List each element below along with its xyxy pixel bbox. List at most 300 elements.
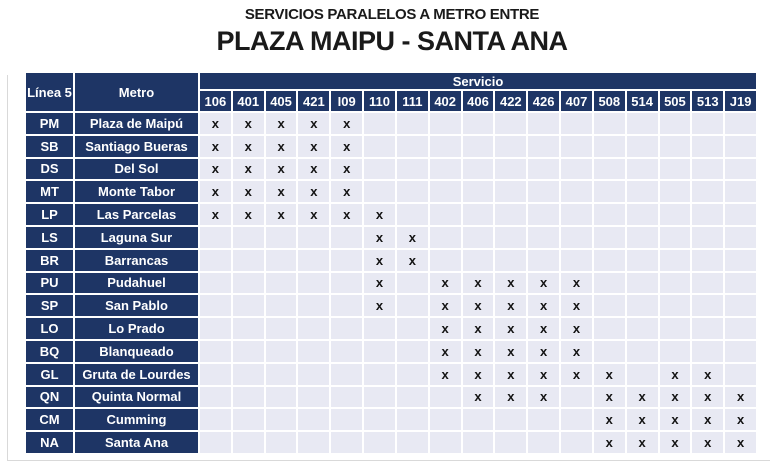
service-mark-cell-BR-111: x xyxy=(397,250,428,271)
service-mark-cell-PU-401 xyxy=(233,273,264,294)
service-mark-cell-QN-421 xyxy=(298,387,329,408)
service-mark-cell-SP-407: x xyxy=(561,295,592,316)
station-name-SP: San Pablo xyxy=(75,295,198,316)
service-mark-cell-MT-406 xyxy=(463,181,494,202)
header-service-I09: I09 xyxy=(331,91,362,111)
service-mark-cell-BR-110: x xyxy=(364,250,395,271)
service-mark-cell-PU-111 xyxy=(397,273,428,294)
station-name-NA: Santa Ana xyxy=(75,432,198,453)
service-mark-cell-LP-401: x xyxy=(233,204,264,225)
service-mark-cell-BR-406 xyxy=(463,250,494,271)
header-service-402: 402 xyxy=(430,91,461,111)
service-mark-cell-MT-I09: x xyxy=(331,181,362,202)
service-mark-cell-DS-402 xyxy=(430,159,461,180)
header-metro: Metro xyxy=(75,73,198,111)
service-mark-cell-DS-110 xyxy=(364,159,395,180)
service-mark-cell-LS-421 xyxy=(298,227,329,248)
service-mark-cell-DS-514 xyxy=(627,159,658,180)
service-mark-cell-LP-421: x xyxy=(298,204,329,225)
service-mark-cell-LS-401 xyxy=(233,227,264,248)
service-mark-cell-MT-513 xyxy=(692,181,723,202)
service-mark-cell-GL-J19 xyxy=(725,364,756,385)
station-code-BR: BR xyxy=(26,250,73,271)
service-mark-cell-NA-405 xyxy=(266,432,297,453)
service-mark-cell-BR-407 xyxy=(561,250,592,271)
service-mark-cell-LS-513 xyxy=(692,227,723,248)
header-service-508: 508 xyxy=(594,91,625,111)
service-mark-cell-CM-426 xyxy=(528,409,559,430)
service-mark-cell-MT-401: x xyxy=(233,181,264,202)
service-mark-cell-NA-407 xyxy=(561,432,592,453)
service-mark-cell-LO-106 xyxy=(200,318,231,339)
service-mark-cell-QN-407 xyxy=(561,387,592,408)
service-mark-cell-LS-405 xyxy=(266,227,297,248)
service-mark-cell-SP-106 xyxy=(200,295,231,316)
service-mark-cell-LO-513 xyxy=(692,318,723,339)
service-mark-cell-LP-111 xyxy=(397,204,428,225)
service-mark-cell-PM-508 xyxy=(594,113,625,134)
service-mark-cell-SP-426: x xyxy=(528,295,559,316)
header-service-421: 421 xyxy=(298,91,329,111)
header-service-407: 407 xyxy=(561,91,592,111)
header-service-513: 513 xyxy=(692,91,723,111)
station-name-MT: Monte Tabor xyxy=(75,181,198,202)
service-mark-cell-LO-514 xyxy=(627,318,658,339)
header-service-401: 401 xyxy=(233,91,264,111)
station-name-BQ: Blanqueado xyxy=(75,341,198,362)
header-servicio-group: Servicio xyxy=(200,73,756,89)
service-mark-cell-PU-402: x xyxy=(430,273,461,294)
service-mark-cell-SP-513 xyxy=(692,295,723,316)
service-mark-cell-CM-401 xyxy=(233,409,264,430)
header-service-422: 422 xyxy=(495,91,526,111)
service-mark-cell-BQ-I09 xyxy=(331,341,362,362)
service-mark-cell-LO-508 xyxy=(594,318,625,339)
service-mark-cell-LO-402: x xyxy=(430,318,461,339)
station-name-BR: Barrancas xyxy=(75,250,198,271)
service-mark-cell-LS-I09 xyxy=(331,227,362,248)
service-mark-cell-LP-426 xyxy=(528,204,559,225)
service-mark-cell-MT-405: x xyxy=(266,181,297,202)
service-mark-cell-LP-407 xyxy=(561,204,592,225)
service-mark-cell-SB-406 xyxy=(463,136,494,157)
service-mark-cell-DS-111 xyxy=(397,159,428,180)
service-mark-cell-LS-106 xyxy=(200,227,231,248)
service-mark-cell-LO-407: x xyxy=(561,318,592,339)
service-mark-cell-LP-J19 xyxy=(725,204,756,225)
service-mark-cell-DS-505 xyxy=(660,159,691,180)
service-mark-cell-GL-401 xyxy=(233,364,264,385)
service-mark-cell-BQ-513 xyxy=(692,341,723,362)
service-mark-cell-NA-401 xyxy=(233,432,264,453)
service-mark-cell-BR-I09 xyxy=(331,250,362,271)
service-mark-cell-SB-402 xyxy=(430,136,461,157)
service-mark-cell-SB-426 xyxy=(528,136,559,157)
station-name-LS: Laguna Sur xyxy=(75,227,198,248)
service-mark-cell-SP-402: x xyxy=(430,295,461,316)
service-mark-cell-BR-106 xyxy=(200,250,231,271)
station-code-LO: LO xyxy=(26,318,73,339)
station-code-PU: PU xyxy=(26,273,73,294)
service-mark-cell-MT-407 xyxy=(561,181,592,202)
service-mark-cell-DS-421: x xyxy=(298,159,329,180)
service-mark-cell-NA-I09 xyxy=(331,432,362,453)
header-service-J19: J19 xyxy=(725,91,756,111)
service-mark-cell-QN-111 xyxy=(397,387,428,408)
service-mark-cell-PU-405 xyxy=(266,273,297,294)
service-mark-cell-SB-106: x xyxy=(200,136,231,157)
service-mark-cell-MT-402 xyxy=(430,181,461,202)
station-code-SB: SB xyxy=(26,136,73,157)
service-mark-cell-SP-514 xyxy=(627,295,658,316)
service-mark-cell-MT-422 xyxy=(495,181,526,202)
service-mark-cell-CM-111 xyxy=(397,409,428,430)
service-mark-cell-PU-J19 xyxy=(725,273,756,294)
header-service-405: 405 xyxy=(266,91,297,111)
service-mark-cell-PM-402 xyxy=(430,113,461,134)
service-mark-cell-NA-513: x xyxy=(692,432,723,453)
service-mark-cell-MT-421: x xyxy=(298,181,329,202)
service-mark-cell-BQ-505 xyxy=(660,341,691,362)
service-mark-cell-BQ-110 xyxy=(364,341,395,362)
station-code-CM: CM xyxy=(26,409,73,430)
service-mark-cell-SB-401: x xyxy=(233,136,264,157)
service-mark-cell-GL-407: x xyxy=(561,364,592,385)
service-mark-cell-BR-505 xyxy=(660,250,691,271)
service-mark-cell-LP-110: x xyxy=(364,204,395,225)
service-mark-cell-QN-J19: x xyxy=(725,387,756,408)
service-mark-cell-GL-421 xyxy=(298,364,329,385)
service-mark-cell-LS-426 xyxy=(528,227,559,248)
service-mark-cell-QN-513: x xyxy=(692,387,723,408)
service-mark-cell-LS-J19 xyxy=(725,227,756,248)
service-mark-cell-BQ-421 xyxy=(298,341,329,362)
service-mark-cell-BQ-106 xyxy=(200,341,231,362)
station-name-DS: Del Sol xyxy=(75,159,198,180)
service-mark-cell-SB-111 xyxy=(397,136,428,157)
service-mark-cell-LP-505 xyxy=(660,204,691,225)
service-mark-cell-BQ-J19 xyxy=(725,341,756,362)
service-mark-cell-PM-110 xyxy=(364,113,395,134)
service-mark-cell-LS-407 xyxy=(561,227,592,248)
service-mark-cell-NA-422 xyxy=(495,432,526,453)
service-mark-cell-MT-111 xyxy=(397,181,428,202)
service-mark-cell-LP-402 xyxy=(430,204,461,225)
service-mark-cell-MT-110 xyxy=(364,181,395,202)
service-mark-cell-QN-514: x xyxy=(627,387,658,408)
title-line-1: SERVICIOS PARALELOS A METRO ENTRE xyxy=(244,6,540,23)
service-mark-cell-BR-J19 xyxy=(725,250,756,271)
service-mark-cell-LO-426: x xyxy=(528,318,559,339)
service-mark-cell-QN-I09 xyxy=(331,387,362,408)
station-code-LS: LS xyxy=(26,227,73,248)
service-mark-cell-LP-I09: x xyxy=(331,204,362,225)
service-mark-cell-CM-I09 xyxy=(331,409,362,430)
header-service-111: 111 xyxy=(397,91,428,111)
service-mark-cell-DS-I09: x xyxy=(331,159,362,180)
service-mark-cell-DS-106: x xyxy=(200,159,231,180)
service-mark-cell-SP-J19 xyxy=(725,295,756,316)
header-service-406: 406 xyxy=(463,91,494,111)
service-mark-cell-MT-508 xyxy=(594,181,625,202)
station-name-QN: Quinta Normal xyxy=(75,387,198,408)
service-mark-cell-NA-505: x xyxy=(660,432,691,453)
station-code-PM: PM xyxy=(26,113,73,134)
service-mark-cell-CM-405 xyxy=(266,409,297,430)
service-mark-cell-LS-402 xyxy=(430,227,461,248)
service-mark-cell-QN-110 xyxy=(364,387,395,408)
service-mark-cell-NA-J19: x xyxy=(725,432,756,453)
service-mark-cell-BQ-405 xyxy=(266,341,297,362)
service-mark-cell-QN-401 xyxy=(233,387,264,408)
header-service-106: 106 xyxy=(200,91,231,111)
station-code-NA: NA xyxy=(26,432,73,453)
station-code-SP: SP xyxy=(26,295,73,316)
service-mark-cell-SB-J19 xyxy=(725,136,756,157)
service-mark-cell-SP-406: x xyxy=(463,295,494,316)
service-mark-cell-LO-422: x xyxy=(495,318,526,339)
service-mark-cell-LO-I09 xyxy=(331,318,362,339)
station-name-PU: Pudahuel xyxy=(75,273,198,294)
service-mark-cell-LP-106: x xyxy=(200,204,231,225)
service-mark-cell-QN-505: x xyxy=(660,387,691,408)
service-mark-cell-PM-514 xyxy=(627,113,658,134)
service-mark-cell-QN-405 xyxy=(266,387,297,408)
service-mark-cell-LS-505 xyxy=(660,227,691,248)
station-code-LP: LP xyxy=(26,204,73,225)
service-mark-cell-CM-513: x xyxy=(692,409,723,430)
service-mark-cell-PM-111 xyxy=(397,113,428,134)
service-mark-cell-NA-110 xyxy=(364,432,395,453)
service-mark-cell-MT-426 xyxy=(528,181,559,202)
service-mark-cell-LO-405 xyxy=(266,318,297,339)
service-mark-cell-CM-402 xyxy=(430,409,461,430)
service-mark-cell-NA-402 xyxy=(430,432,461,453)
header-service-514: 514 xyxy=(627,91,658,111)
service-mark-cell-LO-401 xyxy=(233,318,264,339)
service-mark-cell-PU-106 xyxy=(200,273,231,294)
service-mark-cell-SB-422 xyxy=(495,136,526,157)
service-mark-cell-BR-514 xyxy=(627,250,658,271)
service-mark-cell-LS-514 xyxy=(627,227,658,248)
services-table xyxy=(26,73,756,453)
service-mark-cell-DS-513 xyxy=(692,159,723,180)
service-mark-cell-SB-407 xyxy=(561,136,592,157)
service-mark-cell-LP-508 xyxy=(594,204,625,225)
service-mark-cell-SP-405 xyxy=(266,295,297,316)
service-mark-cell-GL-I09 xyxy=(331,364,362,385)
service-mark-cell-LS-111: x xyxy=(397,227,428,248)
service-mark-cell-QN-426: x xyxy=(528,387,559,408)
service-mark-cell-PM-J19 xyxy=(725,113,756,134)
service-mark-cell-PM-421: x xyxy=(298,113,329,134)
service-mark-cell-LP-405: x xyxy=(266,204,297,225)
station-code-DS: DS xyxy=(26,159,73,180)
service-mark-cell-BR-405 xyxy=(266,250,297,271)
title-line-2: PLAZA MAIPU - SANTA ANA xyxy=(216,26,568,56)
station-name-LO: Lo Prado xyxy=(75,318,198,339)
header-service-426: 426 xyxy=(528,91,559,111)
service-mark-cell-GL-106 xyxy=(200,364,231,385)
service-mark-cell-LO-505 xyxy=(660,318,691,339)
service-mark-cell-NA-514: x xyxy=(627,432,658,453)
service-mark-cell-PM-513 xyxy=(692,113,723,134)
service-mark-cell-PU-514 xyxy=(627,273,658,294)
service-mark-cell-DS-406 xyxy=(463,159,494,180)
service-mark-cell-PM-505 xyxy=(660,113,691,134)
service-mark-cell-PM-422 xyxy=(495,113,526,134)
station-code-MT: MT xyxy=(26,181,73,202)
service-mark-cell-BR-402 xyxy=(430,250,461,271)
service-mark-cell-SB-514 xyxy=(627,136,658,157)
service-mark-cell-PM-426 xyxy=(528,113,559,134)
service-mark-cell-BR-421 xyxy=(298,250,329,271)
service-mark-cell-BQ-406: x xyxy=(463,341,494,362)
service-mark-cell-MT-514 xyxy=(627,181,658,202)
service-mark-cell-CM-514: x xyxy=(627,409,658,430)
service-mark-cell-PU-I09 xyxy=(331,273,362,294)
service-mark-cell-LP-406 xyxy=(463,204,494,225)
header-service-110: 110 xyxy=(364,91,395,111)
service-mark-cell-NA-421 xyxy=(298,432,329,453)
service-mark-cell-NA-508: x xyxy=(594,432,625,453)
service-mark-cell-MT-106: x xyxy=(200,181,231,202)
service-mark-cell-SB-513 xyxy=(692,136,723,157)
service-mark-cell-BQ-401 xyxy=(233,341,264,362)
service-mark-cell-PU-406: x xyxy=(463,273,494,294)
service-mark-cell-CM-110 xyxy=(364,409,395,430)
service-mark-cell-SP-422: x xyxy=(495,295,526,316)
service-mark-cell-SB-505 xyxy=(660,136,691,157)
service-mark-cell-PM-401: x xyxy=(233,113,264,134)
service-mark-cell-GL-405 xyxy=(266,364,297,385)
service-mark-cell-DS-422 xyxy=(495,159,526,180)
service-mark-cell-SP-508 xyxy=(594,295,625,316)
service-mark-cell-PM-I09: x xyxy=(331,113,362,134)
service-mark-cell-SP-110: x xyxy=(364,295,395,316)
service-mark-cell-LS-110: x xyxy=(364,227,395,248)
service-mark-cell-BQ-422: x xyxy=(495,341,526,362)
service-mark-cell-LP-422 xyxy=(495,204,526,225)
service-mark-cell-CM-406 xyxy=(463,409,494,430)
service-mark-cell-LO-110 xyxy=(364,318,395,339)
station-name-CM: Cumming xyxy=(75,409,198,430)
service-mark-cell-BQ-407: x xyxy=(561,341,592,362)
service-mark-cell-BR-508 xyxy=(594,250,625,271)
service-mark-cell-LO-406: x xyxy=(463,318,494,339)
service-mark-cell-GL-514 xyxy=(627,364,658,385)
service-mark-cell-PU-421 xyxy=(298,273,329,294)
service-mark-cell-SP-401 xyxy=(233,295,264,316)
service-mark-cell-GL-110 xyxy=(364,364,395,385)
service-mark-cell-DS-426 xyxy=(528,159,559,180)
service-mark-cell-LO-J19 xyxy=(725,318,756,339)
service-mark-cell-BQ-514 xyxy=(627,341,658,362)
service-mark-cell-SB-I09: x xyxy=(331,136,362,157)
service-mark-cell-NA-106 xyxy=(200,432,231,453)
service-mark-cell-LP-514 xyxy=(627,204,658,225)
service-mark-cell-PU-513 xyxy=(692,273,723,294)
service-mark-cell-LO-421 xyxy=(298,318,329,339)
service-mark-cell-BQ-426: x xyxy=(528,341,559,362)
service-mark-cell-GL-111 xyxy=(397,364,428,385)
slide-edge-left-line xyxy=(7,75,8,461)
service-mark-cell-NA-111 xyxy=(397,432,428,453)
service-mark-cell-BR-426 xyxy=(528,250,559,271)
service-mark-cell-SB-405: x xyxy=(266,136,297,157)
service-mark-cell-SB-508 xyxy=(594,136,625,157)
service-mark-cell-PU-407: x xyxy=(561,273,592,294)
service-mark-cell-CM-508: x xyxy=(594,409,625,430)
service-mark-cell-CM-422 xyxy=(495,409,526,430)
service-mark-cell-BQ-508 xyxy=(594,341,625,362)
station-name-PM: Plaza de Maipú xyxy=(75,113,198,134)
service-mark-cell-SP-111 xyxy=(397,295,428,316)
service-mark-cell-BR-513 xyxy=(692,250,723,271)
service-mark-cell-BR-422 xyxy=(495,250,526,271)
service-mark-cell-NA-426 xyxy=(528,432,559,453)
service-mark-cell-PU-508 xyxy=(594,273,625,294)
service-mark-cell-PU-505 xyxy=(660,273,691,294)
service-mark-cell-PU-110: x xyxy=(364,273,395,294)
service-mark-cell-PM-405: x xyxy=(266,113,297,134)
station-code-BQ: BQ xyxy=(26,341,73,362)
service-mark-cell-SP-421 xyxy=(298,295,329,316)
service-mark-cell-QN-106 xyxy=(200,387,231,408)
service-mark-cell-LS-508 xyxy=(594,227,625,248)
service-mark-cell-LP-513 xyxy=(692,204,723,225)
service-mark-cell-PM-406 xyxy=(463,113,494,134)
service-mark-cell-GL-513: x xyxy=(692,364,723,385)
service-mark-cell-GL-426: x xyxy=(528,364,559,385)
service-mark-cell-DS-401: x xyxy=(233,159,264,180)
service-mark-cell-DS-405: x xyxy=(266,159,297,180)
service-mark-cell-LS-406 xyxy=(463,227,494,248)
service-mark-cell-QN-402 xyxy=(430,387,461,408)
slide-title xyxy=(0,6,784,57)
service-mark-cell-SP-I09 xyxy=(331,295,362,316)
header-linea5: Línea 5 xyxy=(26,73,73,111)
service-mark-cell-DS-407 xyxy=(561,159,592,180)
service-mark-cell-SB-110 xyxy=(364,136,395,157)
station-code-GL: GL xyxy=(26,364,73,385)
service-mark-cell-CM-505: x xyxy=(660,409,691,430)
service-mark-cell-BQ-111 xyxy=(397,341,428,362)
service-mark-cell-PM-106: x xyxy=(200,113,231,134)
service-mark-cell-MT-J19 xyxy=(725,181,756,202)
service-mark-cell-CM-106 xyxy=(200,409,231,430)
service-mark-cell-BQ-402: x xyxy=(430,341,461,362)
station-name-GL: Gruta de Lourdes xyxy=(75,364,198,385)
service-mark-cell-SP-505 xyxy=(660,295,691,316)
service-mark-cell-CM-J19: x xyxy=(725,409,756,430)
service-mark-cell-GL-505: x xyxy=(660,364,691,385)
service-mark-cell-GL-402: x xyxy=(430,364,461,385)
station-name-SB: Santiago Bueras xyxy=(75,136,198,157)
service-mark-cell-QN-422: x xyxy=(495,387,526,408)
service-mark-cell-GL-508: x xyxy=(594,364,625,385)
service-mark-cell-GL-406: x xyxy=(463,364,494,385)
service-mark-cell-PM-407 xyxy=(561,113,592,134)
slide-edge-bottom-line xyxy=(7,460,770,461)
service-mark-cell-DS-J19 xyxy=(725,159,756,180)
service-mark-cell-NA-406 xyxy=(463,432,494,453)
service-mark-cell-CM-407 xyxy=(561,409,592,430)
service-mark-cell-QN-508: x xyxy=(594,387,625,408)
service-mark-cell-LS-422 xyxy=(495,227,526,248)
service-mark-cell-CM-421 xyxy=(298,409,329,430)
service-mark-cell-QN-406: x xyxy=(463,387,494,408)
